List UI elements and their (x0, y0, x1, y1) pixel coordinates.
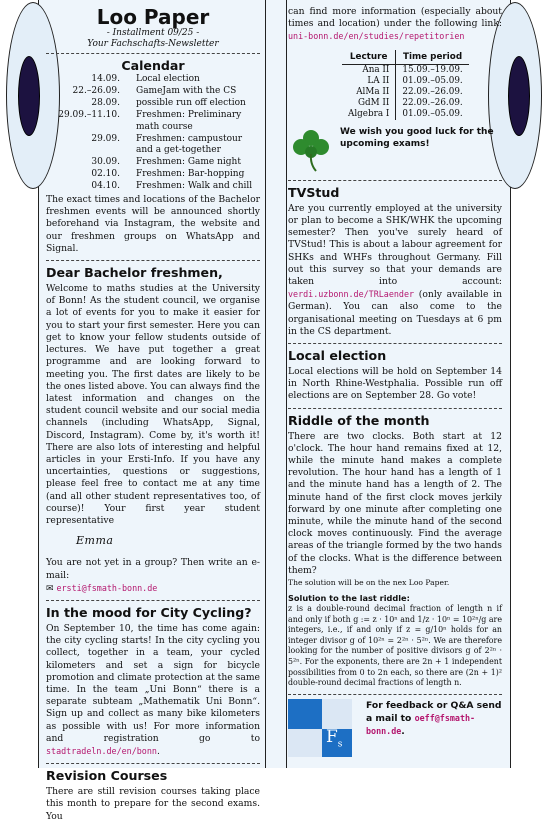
calendar-event: Local election (136, 74, 200, 84)
divider (288, 180, 502, 181)
lecture-cell: GdM II (342, 98, 396, 109)
table-row (342, 109, 469, 120)
period-cell: 22.09.–26.09. (402, 86, 463, 97)
cycling-heading: In the mood for City Cycling? (46, 604, 252, 620)
calendar-event: Freshmen: Bar-hopping (136, 169, 245, 180)
repetitorien-link[interactable]: uni-bonn.de/en/studies/repetitorien (288, 31, 465, 42)
period-cell: 22.09.–26.09. (402, 97, 463, 108)
divider (288, 694, 502, 695)
signature: Emma (76, 534, 114, 548)
left-roll-hole (18, 56, 40, 136)
riddle-note: The solution will be on the nex Loo Paper. (288, 578, 450, 588)
table-row (342, 98, 469, 109)
newsletter-subtitle: Your Fachschafts-Newsletter (87, 39, 219, 49)
calendar-event: Freshmen: campustour (136, 133, 243, 144)
election-heading: Local election (288, 348, 387, 364)
stadtradeln-link[interactable]: stadtradeln.de/en/bonn (46, 745, 157, 756)
calendar-event: GameJam with the CS (136, 85, 237, 96)
calendar-date: 14.09. (91, 74, 120, 84)
newsletter-title: Loo Paper (96, 5, 210, 29)
lecture-cell: LA II (342, 76, 396, 87)
revision-table (342, 50, 469, 120)
cycling-body: On September 10, the time has come again: the city cycling starts! In the city cycling you collect, together in a team, your cycled kilometers and set a sign for bicycle promotion and climate protection at the same time. In the team „Uni Bonn“ there is a separate subteam „Mathematik Uni Bonn“. Sign up and collect as many bike kilometers as possible with us! For more information and registration go to stadtradeln.de/en/bonn. (46, 622, 260, 757)
luck-text: We wish you good luck for the upcoming exams! (340, 126, 494, 149)
feedback-row (288, 699, 502, 757)
table-header-period: Time period (396, 50, 469, 65)
calendar-list (46, 74, 260, 193)
fs-logo (288, 699, 352, 757)
revision-body-right: can find more information (especially about times and location) under the following link: uni-bonn.de/en/studies/repetitorien (288, 6, 502, 42)
divider (46, 763, 260, 764)
left-roll-front-edge (265, 0, 287, 768)
right-column (288, 6, 502, 757)
installment-label: - Installment 09/25 - (106, 28, 200, 38)
lecture-cell: AlMa II (342, 87, 396, 98)
calendar-date: 04.10. (91, 181, 120, 192)
mail-icon: ✉ (46, 583, 54, 594)
divider (46, 260, 260, 261)
calendar-event: and a get-together (136, 145, 221, 156)
calendar-date (46, 122, 124, 134)
logo-sub: s (337, 739, 343, 750)
solution-body: z is a double-round decimal fraction of length n if and only if both g := z · 10ⁿ and 1/z · 10ⁿ = 10²ⁿ/g are integers, i.e., if and only if z = g/10ⁿ holds for an integer divisor g of 10²ⁿ = 2²ⁿ · 5²ⁿ. We are therefore looking for the number of positive divisors g of 2²ⁿ · 5²ⁿ. For the exponents, there are 2n + 1 independent possibilities from 0 to 2n each, so there are (2n + 1)² double-round decimal fractions of length n. (288, 604, 502, 688)
calendar-date: 29.09. (91, 133, 120, 144)
table-row (342, 76, 469, 87)
tvstud-body: Are you currently employed at the university or plan to become a SHK/WHK the upcoming semester? Then you've surely heard of TVStud! This is about a labour agreement for SHKs and WHFs throughout Germany. Fill out this survey so that your demands are taken into account: verdi.uzbonn.de/TRLaender (only available in German). You can also come to the organisational meeting on Tuesdays at 6 pm in the CS department. (288, 202, 502, 337)
calendar-date: 02.10. (91, 169, 120, 180)
revision-heading: Revision Courses (46, 768, 168, 784)
left-column (46, 6, 260, 823)
feedback-text: For feedback or Q&A send a mail to oeff@fsmath-bonn.de. (366, 699, 502, 737)
ersti-email-link[interactable]: ersti@fsmath-bonn.de (56, 582, 158, 593)
divider (288, 343, 502, 344)
calendar-date: 22.–26.09. (72, 85, 120, 96)
lecture-cell: Algebra I (342, 109, 396, 120)
calendar-event: Freshmen: Preliminary (136, 109, 242, 120)
calendar-heading: Calendar (121, 58, 185, 73)
luck-row (288, 126, 502, 172)
riddle-body: There are two clocks. Both start at 12 o'clock. The hour hand remains fixed at 12, while the minute hand makes a complete revolution. The hour hand has a length of 1 and the minute hand has a length of 2. The minute hand of the first clock moves jerkily forward by one minute after completing one minute, while the minute hand of the second clock moves continuously. Find the average areas of the triangle formed by the two hands of the clocks. What is the difference between them? (288, 430, 502, 576)
calendar-date (46, 145, 124, 157)
logo-letter: F (326, 726, 338, 747)
revision-body-left: There are still revision courses taking place this month to prepare for the second exams. You (46, 786, 260, 822)
calendar-date: 29.09.–11.10. (58, 109, 120, 120)
solution-heading: Solution to the last riddle: (288, 593, 410, 604)
period-cell: 15.09.–19.09. (402, 64, 463, 75)
calendar-event: math course (136, 121, 193, 132)
welcome-heading: Dear Bachelor freshmen, (46, 265, 223, 281)
divider (288, 408, 502, 409)
period-cell: 01.09.–05.09. (402, 75, 463, 86)
lecture-cell: Ana II (342, 64, 396, 76)
riddle-heading: Riddle of the month (288, 412, 430, 428)
clover-icon (288, 126, 334, 172)
calendar-date: 30.09. (91, 157, 120, 168)
table-row (342, 64, 469, 76)
table-header-lecture: Lecture (342, 50, 396, 65)
period-cell: 01.09.–05.09. (402, 108, 463, 119)
calendar-event: Freshmen: Game night (136, 157, 241, 168)
table-row (342, 87, 469, 98)
group-text: You are not yet in a group? Then write an e-mail: (46, 557, 260, 581)
divider (46, 53, 260, 54)
tvstud-link[interactable]: verdi.uzbonn.de/TRLaender (288, 289, 415, 300)
right-roll-hole (508, 56, 530, 136)
election-body: Local elections will be hold on September 14 in North Rhine-Westphalia. Possible run off elections are on September 28. Go vote! (288, 366, 502, 402)
calendar-event: possible run off election (136, 97, 246, 108)
tvstud-heading: TVStud (288, 184, 340, 200)
calendar-note: The exact times and locations of the Bachelor freshmen events will be announced shortly beforehand via Instagram, the website and our freshmen groups on WhatsApp and Signal. (46, 194, 260, 254)
calendar-event: Freshmen: Walk and chill (136, 181, 253, 192)
welcome-body: Welcome to maths studies at the University of Bonn! As the student council, we organise a lot of events for you to make it easier for you to start your first semester. Here you can get to know your fellow students outside of lectures. We have put together a great programme and are looking forward to meeting you. The first dates are likely to be the ones listed above. You can always find the latest information and changes on the student council website and our social media channels (including WhatsApp, Signal, Discord, Instagram). Come by, it's worth it! There are also lots of interesting and helpful articles in your Ersti-Info. If you have any uncertainties, questions or suggestions, please feel free to contact me at any time (and all other student representatives too, of course)! Your first year student representative (46, 283, 260, 526)
calendar-date: 28.09. (91, 97, 120, 108)
feedback-email-link[interactable]: oeff@fsmath-bonn.de (366, 712, 476, 736)
ersti-email-row (46, 582, 260, 595)
divider (46, 600, 260, 601)
